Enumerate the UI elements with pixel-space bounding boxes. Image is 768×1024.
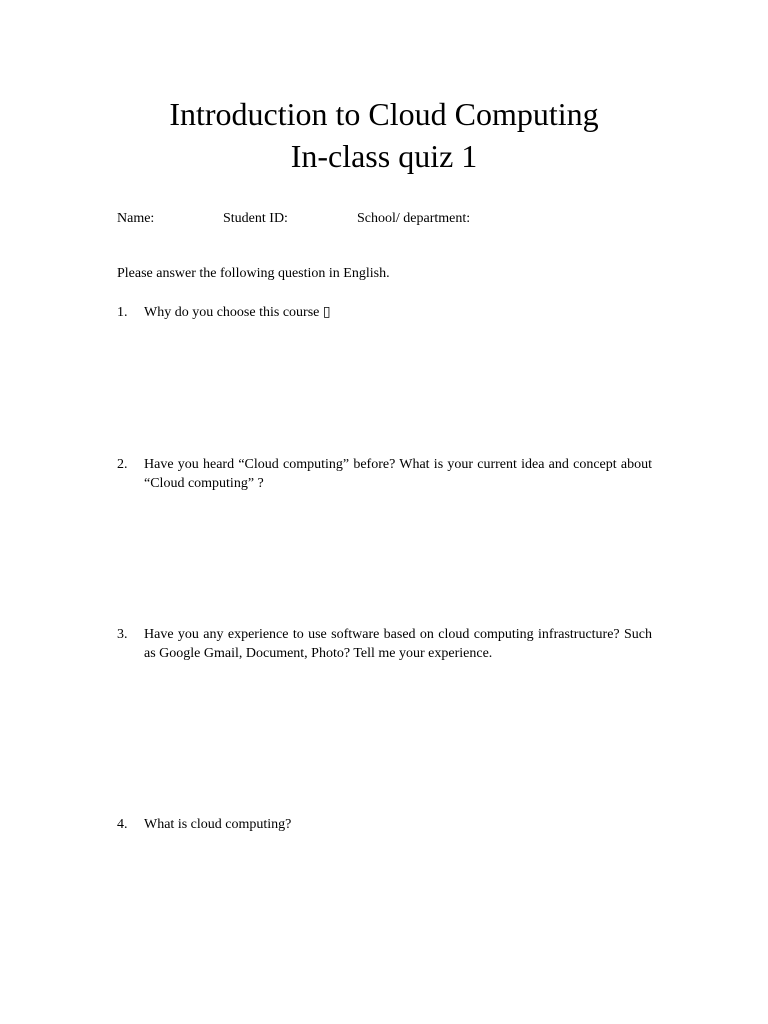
question-2	[117, 455, 652, 495]
instruction-text: Please answer the following question in English.	[117, 266, 390, 281]
question-3	[117, 625, 652, 685]
question-text: Why do you choose this course ▯	[144, 305, 331, 320]
question-4	[117, 815, 652, 835]
title-line-2: In-class quiz 1	[290, 138, 478, 174]
question-text: Have you any experience to use software based on cloud computing infrastructure? Such as Google Gmail, Document, Photo? Tell me your experience.	[144, 627, 652, 661]
title-line-1: Introduction to Cloud Computing	[169, 96, 599, 132]
school-department-label: School/ department:	[357, 211, 471, 226]
question-text: Have you heard “Cloud computing” before? What is your current idea and concept about “Cloud computing” ?	[144, 457, 652, 491]
page-title	[0, 93, 768, 177]
question-number: 2.	[117, 457, 128, 472]
question-text: What is cloud computing?	[144, 817, 292, 832]
student-id-label: Student ID:	[223, 211, 288, 226]
question-1	[117, 303, 652, 323]
name-label: Name:	[117, 211, 155, 226]
question-number: 3.	[117, 627, 128, 642]
question-number: 1.	[117, 305, 128, 320]
question-number: 4.	[117, 817, 128, 832]
student-info-row	[0, 209, 768, 229]
